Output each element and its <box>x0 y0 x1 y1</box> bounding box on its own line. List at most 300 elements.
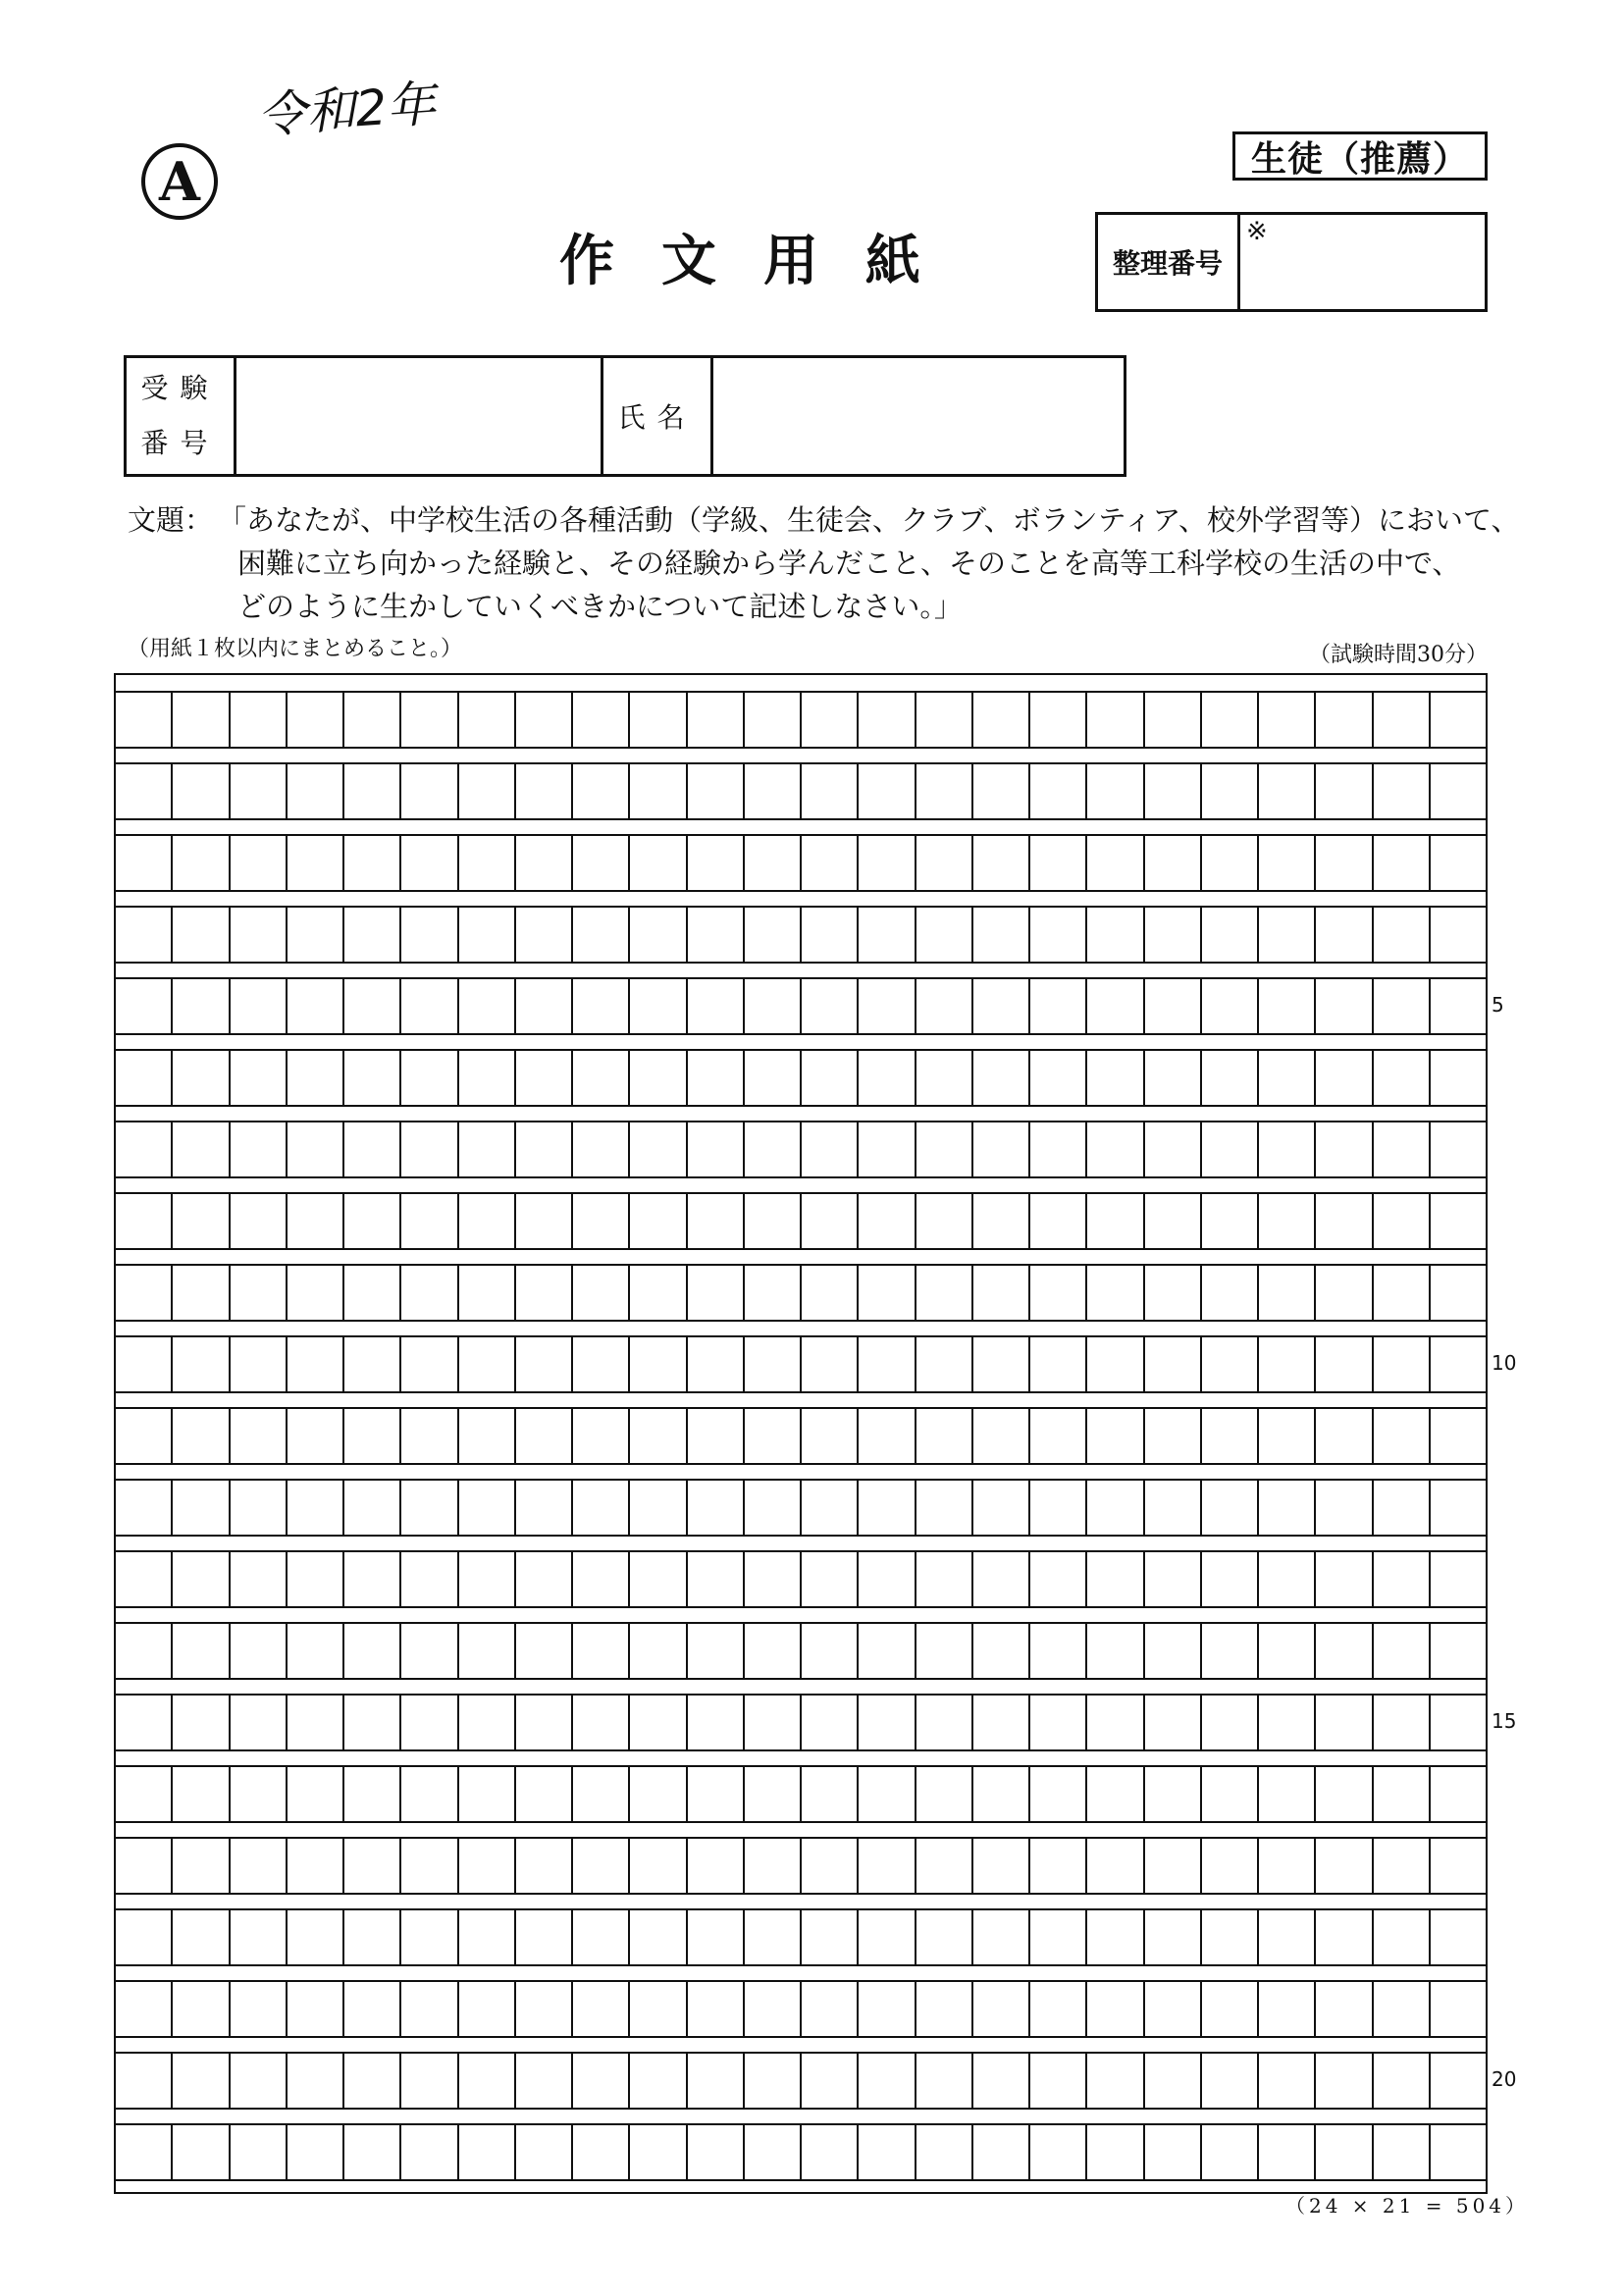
grid-cell[interactable] <box>116 836 171 891</box>
grid-cell[interactable] <box>1200 1051 1257 1106</box>
grid-cell[interactable] <box>1085 1696 1142 1750</box>
grid-cell[interactable] <box>457 1481 514 1536</box>
grid-cell[interactable] <box>399 2054 456 2109</box>
grid-cell[interactable] <box>229 1481 286 1536</box>
grid-cell[interactable] <box>971 2054 1028 2109</box>
grid-cell[interactable] <box>1372 1409 1429 1464</box>
grid-cell[interactable] <box>171 979 228 1034</box>
grid-cell[interactable] <box>628 1051 685 1106</box>
grid-cell[interactable] <box>342 1982 399 2037</box>
grid-cell[interactable] <box>743 1409 800 1464</box>
grid-cell[interactable] <box>514 1122 571 1177</box>
grid-cell[interactable] <box>1143 2125 1200 2180</box>
grid-cell[interactable] <box>743 1624 800 1679</box>
grid-cell[interactable] <box>1429 2054 1486 2109</box>
grid-cell[interactable] <box>800 693 857 748</box>
grid-cell[interactable] <box>743 1337 800 1392</box>
grid-cell[interactable] <box>457 1767 514 1822</box>
grid-cell[interactable] <box>1200 1982 1257 2037</box>
grid-cell[interactable] <box>1085 836 1142 891</box>
grid-cell[interactable] <box>171 1122 228 1177</box>
grid-cell[interactable] <box>915 1910 971 1965</box>
grid-cell[interactable] <box>1372 2125 1429 2180</box>
grid-cell[interactable] <box>1372 2054 1429 2109</box>
grid-cell[interactable] <box>1200 693 1257 748</box>
grid-cell[interactable] <box>1028 1552 1085 1607</box>
grid-cell[interactable] <box>342 1696 399 1750</box>
grid-cell[interactable] <box>1085 1266 1142 1321</box>
grid-cell[interactable] <box>743 693 800 748</box>
grid-cell[interactable] <box>743 979 800 1034</box>
grid-cell[interactable] <box>686 693 743 748</box>
grid-cell[interactable] <box>1028 1337 1085 1392</box>
grid-cell[interactable] <box>342 979 399 1034</box>
grid-cell[interactable] <box>457 1696 514 1750</box>
grid-cell[interactable] <box>1085 1839 1142 1894</box>
grid-cell[interactable] <box>1257 1552 1314 1607</box>
grid-cell[interactable] <box>1257 1051 1314 1106</box>
grid-cell[interactable] <box>857 979 914 1034</box>
grid-cell[interactable] <box>800 1122 857 1177</box>
grid-cell[interactable] <box>514 1767 571 1822</box>
grid-cell[interactable] <box>514 1266 571 1321</box>
grid-cell[interactable] <box>1028 1982 1085 2037</box>
grid-cell[interactable] <box>971 1051 1028 1106</box>
grid-cell[interactable] <box>971 1910 1028 1965</box>
grid-cell[interactable] <box>1143 1767 1200 1822</box>
grid-cell[interactable] <box>971 764 1028 819</box>
grid-cell[interactable] <box>229 908 286 963</box>
grid-cell[interactable] <box>399 836 456 891</box>
grid-cell[interactable] <box>571 2054 628 2109</box>
grid-cell[interactable] <box>1143 1839 1200 1894</box>
grid-cell[interactable] <box>571 1122 628 1177</box>
grid-cell[interactable] <box>915 2054 971 2109</box>
grid-cell[interactable] <box>116 1337 171 1392</box>
grid-cell[interactable] <box>229 1624 286 1679</box>
grid-cell[interactable] <box>342 1122 399 1177</box>
grid-cell[interactable] <box>743 1122 800 1177</box>
grid-cell[interactable] <box>171 1767 228 1822</box>
grid-cell[interactable] <box>116 1624 171 1679</box>
grid-cell[interactable] <box>1257 693 1314 748</box>
grid-cell[interactable] <box>1028 1839 1085 1894</box>
grid-cell[interactable] <box>116 1839 171 1894</box>
grid-cell[interactable] <box>342 1337 399 1392</box>
grid-cell[interactable] <box>1257 1624 1314 1679</box>
grid-cell[interactable] <box>857 2125 914 2180</box>
grid-cell[interactable] <box>1372 1337 1429 1392</box>
grid-cell[interactable] <box>686 979 743 1034</box>
grid-cell[interactable] <box>1314 979 1371 1034</box>
grid-cell[interactable] <box>286 1552 342 1607</box>
grid-cell[interactable] <box>229 1409 286 1464</box>
grid-cell[interactable] <box>686 1122 743 1177</box>
grid-cell[interactable] <box>286 1194 342 1249</box>
grid-cell[interactable] <box>457 979 514 1034</box>
grid-cell[interactable] <box>857 1552 914 1607</box>
grid-cell[interactable] <box>1200 1194 1257 1249</box>
grid-cell[interactable] <box>628 1910 685 1965</box>
grid-cell[interactable] <box>514 1910 571 1965</box>
grid-cell[interactable] <box>571 908 628 963</box>
grid-cell[interactable] <box>399 1337 456 1392</box>
grid-cell[interactable] <box>399 1051 456 1106</box>
grid-cell[interactable] <box>171 1839 228 1894</box>
grid-cell[interactable] <box>1200 1266 1257 1321</box>
grid-cell[interactable] <box>1314 1409 1371 1464</box>
grid-cell[interactable] <box>1200 979 1257 1034</box>
grid-cell[interactable] <box>686 1767 743 1822</box>
grid-cell[interactable] <box>1429 1696 1486 1750</box>
grid-cell[interactable] <box>628 1839 685 1894</box>
grid-cell[interactable] <box>116 1266 171 1321</box>
grid-cell[interactable] <box>971 908 1028 963</box>
grid-cell[interactable] <box>457 1552 514 1607</box>
grid-cell[interactable] <box>1429 1266 1486 1321</box>
grid-cell[interactable] <box>800 1696 857 1750</box>
grid-cell[interactable] <box>1372 1696 1429 1750</box>
grid-cell[interactable] <box>399 693 456 748</box>
grid-cell[interactable] <box>342 1839 399 1894</box>
grid-cell[interactable] <box>686 764 743 819</box>
grid-cell[interactable] <box>514 693 571 748</box>
grid-cell[interactable] <box>116 1982 171 2037</box>
grid-cell[interactable] <box>571 836 628 891</box>
grid-cell[interactable] <box>399 1910 456 1965</box>
grid-cell[interactable] <box>915 1051 971 1106</box>
grid-cell[interactable] <box>116 1910 171 1965</box>
grid-cell[interactable] <box>1372 1910 1429 1965</box>
grid-cell[interactable] <box>171 1624 228 1679</box>
grid-cell[interactable] <box>514 1337 571 1392</box>
grid-cell[interactable] <box>628 1982 685 2037</box>
grid-cell[interactable] <box>399 1409 456 1464</box>
grid-cell[interactable] <box>971 1552 1028 1607</box>
grid-cell[interactable] <box>514 2054 571 2109</box>
grid-cell[interactable] <box>915 1409 971 1464</box>
grid-cell[interactable] <box>800 1982 857 2037</box>
grid-cell[interactable] <box>229 1696 286 1750</box>
grid-cell[interactable] <box>229 1982 286 2037</box>
grid-cell[interactable] <box>857 1337 914 1392</box>
grid-cell[interactable] <box>286 1409 342 1464</box>
grid-cell[interactable] <box>1085 2054 1142 2109</box>
grid-cell[interactable] <box>286 979 342 1034</box>
grid-cell[interactable] <box>1085 1051 1142 1106</box>
grid-cell[interactable] <box>800 1767 857 1822</box>
grid-cell[interactable] <box>1314 1051 1371 1106</box>
grid-cell[interactable] <box>857 1624 914 1679</box>
grid-cell[interactable] <box>628 908 685 963</box>
grid-cell[interactable] <box>743 1982 800 2037</box>
grid-cell[interactable] <box>342 1409 399 1464</box>
grid-cell[interactable] <box>342 836 399 891</box>
grid-cell[interactable] <box>457 908 514 963</box>
grid-cell[interactable] <box>1028 1624 1085 1679</box>
grid-cell[interactable] <box>457 1839 514 1894</box>
grid-cell[interactable] <box>342 1910 399 1965</box>
grid-cell[interactable] <box>342 2125 399 2180</box>
grid-cell[interactable] <box>286 693 342 748</box>
grid-cell[interactable] <box>971 1481 1028 1536</box>
grid-cell[interactable] <box>399 1624 456 1679</box>
grid-cell[interactable] <box>1429 693 1486 748</box>
grid-cell[interactable] <box>571 1696 628 1750</box>
grid-cell[interactable] <box>1143 1624 1200 1679</box>
grid-cell[interactable] <box>1143 1552 1200 1607</box>
grid-cell[interactable] <box>229 1839 286 1894</box>
grid-cell[interactable] <box>1314 1910 1371 1965</box>
grid-cell[interactable] <box>571 1481 628 1536</box>
grid-cell[interactable] <box>116 1409 171 1464</box>
grid-cell[interactable] <box>800 1481 857 1536</box>
grid-cell[interactable] <box>399 2125 456 2180</box>
grid-cell[interactable] <box>1143 1266 1200 1321</box>
grid-cell[interactable] <box>743 1839 800 1894</box>
grid-cell[interactable] <box>915 2125 971 2180</box>
grid-cell[interactable] <box>1028 2125 1085 2180</box>
grid-cell[interactable] <box>514 764 571 819</box>
grid-cell[interactable] <box>171 1552 228 1607</box>
grid-cell[interactable] <box>857 1982 914 2037</box>
grid-cell[interactable] <box>743 764 800 819</box>
grid-cell[interactable] <box>457 836 514 891</box>
grid-cell[interactable] <box>971 1982 1028 2037</box>
grid-cell[interactable] <box>1085 1481 1142 1536</box>
grid-cell[interactable] <box>1200 908 1257 963</box>
grid-cell[interactable] <box>915 1481 971 1536</box>
grid-cell[interactable] <box>628 1194 685 1249</box>
grid-cell[interactable] <box>800 2054 857 2109</box>
grid-cell[interactable] <box>1372 836 1429 891</box>
grid-cell[interactable] <box>1429 1982 1486 2037</box>
grid-cell[interactable] <box>171 764 228 819</box>
grid-cell[interactable] <box>800 1266 857 1321</box>
grid-cell[interactable] <box>1143 1337 1200 1392</box>
grid-cell[interactable] <box>286 1910 342 1965</box>
grid-cell[interactable] <box>686 2125 743 2180</box>
grid-cell[interactable] <box>286 908 342 963</box>
grid-cell[interactable] <box>857 1696 914 1750</box>
grid-cell[interactable] <box>514 1409 571 1464</box>
grid-cell[interactable] <box>915 1122 971 1177</box>
grid-cell[interactable] <box>1143 836 1200 891</box>
grid-cell[interactable] <box>1200 2054 1257 2109</box>
grid-cell[interactable] <box>743 2054 800 2109</box>
grid-cell[interactable] <box>1429 1122 1486 1177</box>
grid-cell[interactable] <box>628 2125 685 2180</box>
grid-cell[interactable] <box>971 1409 1028 1464</box>
grid-cell[interactable] <box>1314 1552 1371 1607</box>
grid-cell[interactable] <box>342 1266 399 1321</box>
grid-cell[interactable] <box>571 1767 628 1822</box>
grid-cell[interactable] <box>1028 1696 1085 1750</box>
grid-cell[interactable] <box>171 1337 228 1392</box>
grid-cell[interactable] <box>286 1481 342 1536</box>
grid-cell[interactable] <box>1143 1409 1200 1464</box>
grid-cell[interactable] <box>971 1194 1028 1249</box>
grid-cell[interactable] <box>1028 1910 1085 1965</box>
grid-cell[interactable] <box>800 1194 857 1249</box>
grid-cell[interactable] <box>1314 1266 1371 1321</box>
grid-cell[interactable] <box>1200 1767 1257 1822</box>
grid-cell[interactable] <box>800 2125 857 2180</box>
grid-cell[interactable] <box>1429 764 1486 819</box>
grid-cell[interactable] <box>171 693 228 748</box>
grid-cell[interactable] <box>1085 1122 1142 1177</box>
grid-cell[interactable] <box>915 1194 971 1249</box>
grid-cell[interactable] <box>915 908 971 963</box>
grid-cell[interactable] <box>342 1194 399 1249</box>
grid-cell[interactable] <box>342 693 399 748</box>
grid-cell[interactable] <box>514 1481 571 1536</box>
grid-cell[interactable] <box>628 979 685 1034</box>
grid-cell[interactable] <box>399 1194 456 1249</box>
grid-cell[interactable] <box>457 2054 514 2109</box>
grid-cell[interactable] <box>116 1767 171 1822</box>
grid-cell[interactable] <box>1143 1696 1200 1750</box>
grid-cell[interactable] <box>514 979 571 1034</box>
grid-cell[interactable] <box>229 1767 286 1822</box>
grid-cell[interactable] <box>1429 1624 1486 1679</box>
grid-cell[interactable] <box>1257 1122 1314 1177</box>
grid-cell[interactable] <box>800 1552 857 1607</box>
grid-cell[interactable] <box>686 836 743 891</box>
grid-cell[interactable] <box>457 1982 514 2037</box>
grid-cell[interactable] <box>800 908 857 963</box>
grid-cell[interactable] <box>571 979 628 1034</box>
grid-cell[interactable] <box>286 1122 342 1177</box>
grid-cell[interactable] <box>1200 1481 1257 1536</box>
grid-cell[interactable] <box>116 2054 171 2109</box>
grid-cell[interactable] <box>1028 2054 1085 2109</box>
grid-cell[interactable] <box>1257 1481 1314 1536</box>
grid-cell[interactable] <box>1200 1839 1257 1894</box>
grid-cell[interactable] <box>743 1552 800 1607</box>
grid-cell[interactable] <box>1372 979 1429 1034</box>
grid-cell[interactable] <box>1257 2125 1314 2180</box>
grid-cell[interactable] <box>1314 693 1371 748</box>
grid-cell[interactable] <box>1085 693 1142 748</box>
grid-cell[interactable] <box>857 1409 914 1464</box>
grid-cell[interactable] <box>457 764 514 819</box>
grid-cell[interactable] <box>686 1839 743 1894</box>
grid-cell[interactable] <box>915 1266 971 1321</box>
grid-cell[interactable] <box>800 1910 857 1965</box>
grid-cell[interactable] <box>800 836 857 891</box>
grid-cell[interactable] <box>514 1982 571 2037</box>
grid-cell[interactable] <box>457 1266 514 1321</box>
grid-cell[interactable] <box>342 1767 399 1822</box>
grid-cell[interactable] <box>1085 1409 1142 1464</box>
grid-cell[interactable] <box>1200 1696 1257 1750</box>
grid-cell[interactable] <box>857 764 914 819</box>
grid-cell[interactable] <box>116 979 171 1034</box>
grid-cell[interactable] <box>1028 693 1085 748</box>
grid-cell[interactable] <box>171 836 228 891</box>
grid-cell[interactable] <box>1028 1122 1085 1177</box>
grid-cell[interactable] <box>171 1481 228 1536</box>
grid-cell[interactable] <box>971 1624 1028 1679</box>
grid-cell[interactable] <box>743 908 800 963</box>
grid-cell[interactable] <box>286 2125 342 2180</box>
grid-cell[interactable] <box>1028 1266 1085 1321</box>
grid-cell[interactable] <box>857 1839 914 1894</box>
grid-cell[interactable] <box>628 2054 685 2109</box>
grid-cell[interactable] <box>1429 1051 1486 1106</box>
grid-cell[interactable] <box>399 979 456 1034</box>
grid-cell[interactable] <box>1257 1337 1314 1392</box>
grid-cell[interactable] <box>800 1409 857 1464</box>
grid-cell[interactable] <box>571 1409 628 1464</box>
grid-cell[interactable] <box>971 836 1028 891</box>
grid-cell[interactable] <box>1257 1767 1314 1822</box>
grid-cell[interactable] <box>116 1051 171 1106</box>
grid-cell[interactable] <box>628 1266 685 1321</box>
grid-cell[interactable] <box>514 1839 571 1894</box>
grid-cell[interactable] <box>1200 1409 1257 1464</box>
grid-cell[interactable] <box>1429 1337 1486 1392</box>
grid-cell[interactable] <box>1372 1481 1429 1536</box>
grid-cell[interactable] <box>1314 1767 1371 1822</box>
grid-cell[interactable] <box>286 1051 342 1106</box>
grid-cell[interactable] <box>229 1337 286 1392</box>
grid-cell[interactable] <box>1257 1839 1314 1894</box>
grid-cell[interactable] <box>857 1481 914 1536</box>
grid-cell[interactable] <box>1372 1266 1429 1321</box>
grid-cell[interactable] <box>628 1337 685 1392</box>
grid-cell[interactable] <box>399 908 456 963</box>
grid-cell[interactable] <box>342 1481 399 1536</box>
grid-cell[interactable] <box>1143 1194 1200 1249</box>
grid-cell[interactable] <box>915 1337 971 1392</box>
grid-cell[interactable] <box>915 979 971 1034</box>
grid-cell[interactable] <box>229 693 286 748</box>
grid-cell[interactable] <box>1200 1337 1257 1392</box>
grid-cell[interactable] <box>457 1194 514 1249</box>
grid-cell[interactable] <box>171 1696 228 1750</box>
grid-cell[interactable] <box>116 1194 171 1249</box>
grid-cell[interactable] <box>399 1696 456 1750</box>
grid-cell[interactable] <box>686 2054 743 2109</box>
grid-cell[interactable] <box>571 2125 628 2180</box>
grid-cell[interactable] <box>686 1051 743 1106</box>
grid-cell[interactable] <box>743 1696 800 1750</box>
grid-cell[interactable] <box>971 1337 1028 1392</box>
grid-cell[interactable] <box>171 1266 228 1321</box>
grid-cell[interactable] <box>457 1624 514 1679</box>
grid-cell[interactable] <box>399 764 456 819</box>
grid-cell[interactable] <box>1143 1051 1200 1106</box>
grid-cell[interactable] <box>1257 1409 1314 1464</box>
grid-cell[interactable] <box>1372 1194 1429 1249</box>
grid-cell[interactable] <box>457 2125 514 2180</box>
grid-cell[interactable] <box>286 1624 342 1679</box>
grid-cell[interactable] <box>571 1982 628 2037</box>
grid-cell[interactable] <box>1429 1552 1486 1607</box>
grid-cell[interactable] <box>286 1982 342 2037</box>
grid-cell[interactable] <box>286 1337 342 1392</box>
grid-cell[interactable] <box>229 2054 286 2109</box>
grid-cell[interactable] <box>1085 1910 1142 1965</box>
grid-cell[interactable] <box>286 1266 342 1321</box>
grid-cell[interactable] <box>286 1696 342 1750</box>
grid-cell[interactable] <box>743 1266 800 1321</box>
grid-cell[interactable] <box>1200 1122 1257 1177</box>
grid-cell[interactable] <box>1372 764 1429 819</box>
grid-cell[interactable] <box>915 693 971 748</box>
